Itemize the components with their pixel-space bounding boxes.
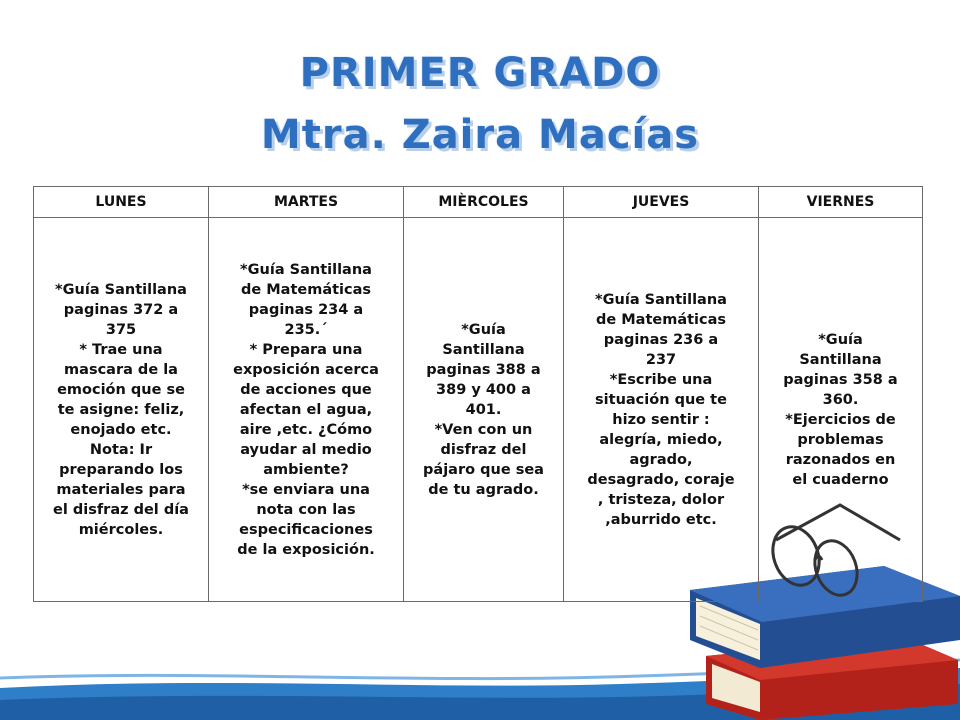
task-line: Nota: Ir bbox=[89, 441, 153, 458]
header-row bbox=[34, 187, 923, 218]
task-line: *Ven con un bbox=[434, 421, 533, 438]
task-line: de Matemáticas bbox=[240, 281, 372, 298]
task-line: preparando los bbox=[59, 461, 183, 478]
task-cell-miercoles bbox=[404, 218, 564, 602]
task-row bbox=[34, 218, 923, 602]
task-line: * Trae una bbox=[79, 341, 163, 358]
task-line: te asigne: feliz, bbox=[57, 401, 185, 418]
task-line: situación que te bbox=[595, 391, 727, 408]
task-line: *se enviara una bbox=[242, 481, 370, 498]
task-line: miércoles. bbox=[78, 521, 164, 538]
task-line: hizo sentir : bbox=[612, 411, 710, 428]
task-line: ayudar al medio bbox=[240, 441, 372, 458]
task-line: *Escribe una bbox=[609, 371, 713, 388]
task-line: afectan el agua, bbox=[239, 401, 373, 418]
task-line: paginas 388 a bbox=[426, 361, 541, 378]
grade-title: PRIMER GRADO bbox=[299, 50, 661, 96]
task-cell-martes bbox=[209, 218, 404, 602]
task-line: *Guía Santillana bbox=[55, 281, 187, 298]
task-line: de tu agrado. bbox=[428, 481, 539, 498]
task-line: paginas 234 a bbox=[248, 301, 364, 318]
task-cell-lunes bbox=[34, 218, 209, 602]
task-line: de acciones que bbox=[240, 381, 372, 398]
task-line: disfraz del bbox=[440, 441, 527, 458]
day-header-lunes: LUNES bbox=[34, 187, 209, 218]
task-line: *Guía bbox=[818, 331, 863, 348]
task-line: 235.´ bbox=[284, 321, 328, 338]
task-line: problemas bbox=[797, 431, 884, 448]
task-line: el cuaderno bbox=[792, 471, 889, 488]
task-line: paginas 236 a bbox=[603, 331, 719, 348]
task-line: exposición acerca bbox=[233, 361, 379, 378]
task-line: *Ejercicios de bbox=[785, 411, 896, 428]
task-line: * Prepara una bbox=[249, 341, 363, 358]
task-line: paginas 372 a bbox=[63, 301, 179, 318]
task-line: *Guía Santillana bbox=[595, 291, 727, 308]
task-line: de la exposición. bbox=[237, 541, 375, 558]
task-line: razonados en bbox=[785, 451, 896, 468]
task-line: ,aburrido etc. bbox=[605, 511, 717, 528]
day-header-viernes: VIERNES bbox=[759, 187, 923, 218]
task-line: 401. bbox=[465, 401, 502, 418]
task-line: pájaro que sea bbox=[423, 461, 544, 478]
task-line: 360. bbox=[822, 391, 859, 408]
task-line: Santillana bbox=[799, 351, 882, 368]
day-header-miercoles: MIÈRCOLES bbox=[404, 187, 564, 218]
day-header-jueves: JUEVES bbox=[564, 187, 759, 218]
task-line: agrado, bbox=[629, 451, 693, 468]
task-line: aire ,etc. ¿Cómo bbox=[239, 421, 373, 438]
schedule-table bbox=[33, 186, 923, 602]
task-line: nota con las bbox=[256, 501, 356, 518]
task-line: 237 bbox=[645, 351, 677, 368]
task-line: especificaciones bbox=[239, 521, 373, 538]
teacher-title: Mtra. Zaira Macías bbox=[260, 112, 700, 158]
task-cell-jueves bbox=[564, 218, 759, 602]
task-line: de Matemáticas bbox=[595, 311, 727, 328]
day-header-martes: MARTES bbox=[209, 187, 404, 218]
task-line: , tristeza, dolor bbox=[597, 491, 725, 508]
task-line: desagrado, coraje bbox=[587, 471, 735, 488]
task-line: ambiente? bbox=[263, 461, 349, 478]
task-line: materiales para bbox=[56, 481, 186, 498]
task-line: mascara de la bbox=[64, 361, 178, 378]
task-line: paginas 358 a bbox=[783, 371, 898, 388]
task-line: alegría, miedo, bbox=[599, 431, 723, 448]
task-line: Santillana bbox=[442, 341, 525, 358]
task-line: 375 bbox=[105, 321, 137, 338]
task-cell-viernes bbox=[759, 218, 923, 602]
task-line: *Guía bbox=[461, 321, 506, 338]
task-line: enojado etc. bbox=[70, 421, 172, 438]
task-line: emoción que se bbox=[57, 381, 185, 398]
task-line: el disfraz del día bbox=[53, 501, 189, 518]
task-line: *Guía Santillana bbox=[240, 261, 372, 278]
task-line: 389 y 400 a bbox=[436, 381, 531, 398]
